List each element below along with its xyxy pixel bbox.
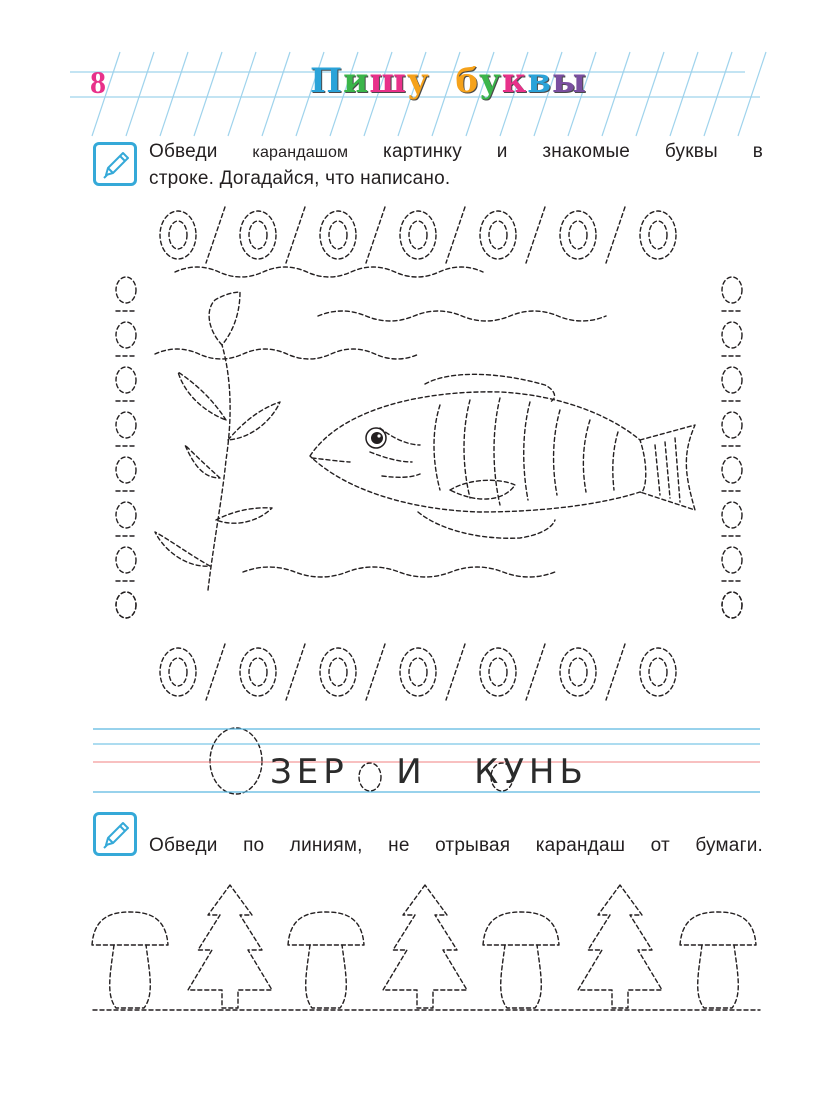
- letter-o-row-top: [160, 207, 676, 263]
- tracing-word-letters: ЗЕР И КУНЬ: [270, 752, 588, 792]
- water-waves: [155, 267, 606, 577]
- title-letter: б: [455, 61, 480, 101]
- task1-text-line2: строке. Догадайся, что написано.: [149, 168, 451, 189]
- task1-text-part2: картинку и знакомые буквы в: [383, 141, 763, 162]
- title-letter: к: [501, 61, 528, 101]
- task-pencil-icon-2: [93, 812, 137, 856]
- fish-eye: [366, 428, 386, 448]
- title-letter: и: [343, 61, 370, 101]
- page-number: 8: [90, 64, 106, 100]
- seaweed-plant: [155, 292, 280, 590]
- pencil-icon: [96, 815, 134, 853]
- task1-text-small: карандашом: [252, 144, 349, 161]
- trees-and-mushrooms-row: [92, 885, 760, 1010]
- title-letter: в: [527, 61, 552, 101]
- task2-instruction: Обведи по линиям, не отрывая карандаш от бумаги.: [149, 835, 763, 856]
- title-letter: ш: [369, 61, 407, 101]
- title-letter: у: [479, 61, 502, 101]
- task1-text-part1: Обведи: [149, 141, 218, 162]
- title-letter: у: [406, 61, 430, 101]
- letter-o-column-left: [116, 277, 136, 618]
- title-letter: П: [310, 61, 344, 101]
- perch-fish: [310, 374, 695, 538]
- title-letter: ы: [551, 61, 588, 101]
- letter-o-column-right: [722, 277, 742, 618]
- letter-o-row-bottom: [160, 644, 676, 700]
